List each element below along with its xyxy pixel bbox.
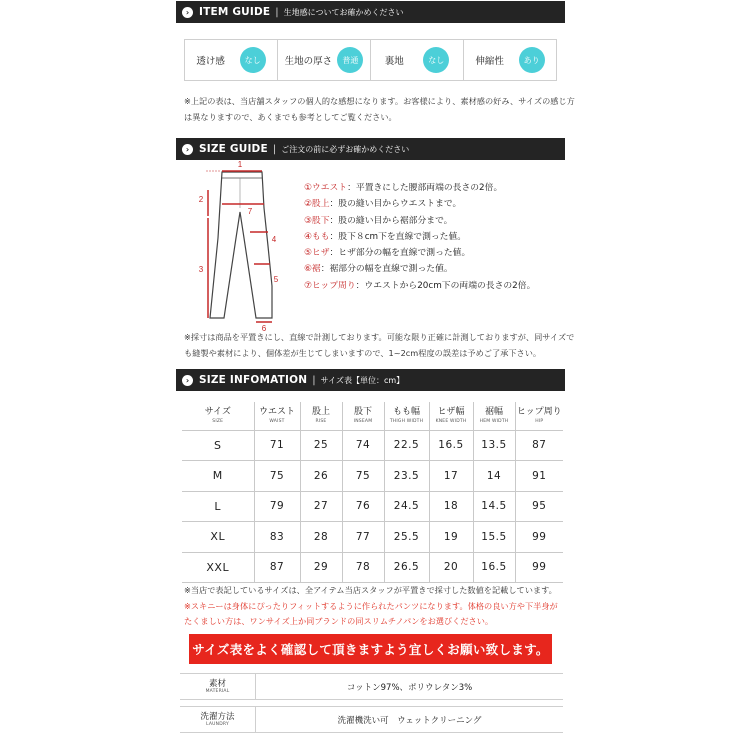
size-guide-header: › SIZE GUIDE | ご注文の前に必ずお確かめください <box>176 138 565 160</box>
legend-item: ①ウエスト：平置きにした腰部両端の長さの2倍。 <box>304 183 503 193</box>
diagram-label-4: 4 <box>271 235 277 244</box>
col-header-rise: 股上 RISE <box>300 402 342 430</box>
legend-item: ②股上：股の縫い目からウエストまで。 <box>304 199 462 210</box>
confirm-size-banner: サイズ表をよく確認して頂きますよう宜しくお願い致します。 <box>189 634 552 664</box>
guide-cell-thickness: 生地の厚さ 普通 <box>278 40 371 80</box>
laundry-value: 洗濯機洗い可 ウェットクリーニング <box>337 715 482 726</box>
col-header-thigh: もも幅 THIGH WIDTH <box>384 402 429 430</box>
table-row: M 75 26 75 23.5 17 14 91 <box>182 461 563 492</box>
col-header-knee: ヒザ幅 KNEE WIDTH <box>429 402 473 430</box>
table-row: S 71 25 74 22.5 16.5 13.5 87 <box>182 430 563 461</box>
material-row <box>180 673 563 700</box>
laundry-label: 洗濯方法 LAUNDRY <box>180 707 256 732</box>
legend-item: ④もも：股下８cm下を直線で測った値。 <box>304 231 467 242</box>
chevron-right-icon: › <box>182 7 193 18</box>
item-guide-note: ※上記の表は、当店舗スタッフの個人的な感想になります。お客様により、素材感の好み、サイズの感じ方 は異なりますので、あくまでも参考としてご覧ください。 <box>184 96 575 122</box>
size-info-header: › SIZE INFOMATION | サイズ表【単位：cm】 <box>176 369 565 391</box>
material-label: 素材 MATERIAL <box>180 674 256 699</box>
guide-value-badge: なし <box>240 47 266 73</box>
item-guide-title: ITEM GUIDE <box>199 6 271 18</box>
table-row: XL 83 28 77 25.5 19 15.5 99 <box>182 522 563 553</box>
skinny-warning-line-2: たくましい方は、ワンサイズ上か同ブランドの同スリムチノパンをお選びください。 <box>184 616 494 626</box>
guide-cell-lining: 裏地 なし <box>371 40 464 80</box>
size-table <box>182 402 563 583</box>
guide-cell-stretch: 伸縮性 あり <box>464 40 556 80</box>
chevron-right-icon: › <box>182 144 193 155</box>
diagram-label-2: 2 <box>198 195 204 204</box>
item-guide-header: › ITEM GUIDE | 生地感についてお確かめください <box>176 1 565 23</box>
chevron-right-icon: › <box>182 375 193 386</box>
size-guide-subtitle: ご注文の前に必ずお確かめください <box>281 144 410 154</box>
diagram-label-5: 5 <box>273 275 279 284</box>
guide-value-badge: 普通 <box>337 47 363 73</box>
pants-measurement-diagram <box>184 160 296 333</box>
material-value: コットン97%、ポリウレタン3% <box>346 682 473 693</box>
col-header-inseam: 股下 INSEAM <box>342 402 384 430</box>
skinny-warning-line-1: ※スキニーは身体にぴったりフィットするように作られたパンツになります。体格の良い方や下半身が <box>184 600 558 611</box>
legend-item: ⑤ヒザ：ヒザ部分の幅を直線で測った値。 <box>304 248 471 259</box>
diagram-label-1: 1 <box>237 160 243 169</box>
guide-cell-transparency: 透け感 なし <box>185 40 278 80</box>
legend-item: ⑦ヒップ周り：ウエストから20cm下の両端の長さの2倍。 <box>304 280 536 291</box>
guide-value-badge: あり <box>519 47 545 73</box>
legend-item: ⑥裾：裾部分の幅を直線で測った値。 <box>304 264 453 275</box>
guide-value-badge: なし <box>423 47 449 73</box>
diagram-label-7: 7 <box>247 207 253 216</box>
pants-outline <box>210 172 272 318</box>
size-info-title: SIZE INFOMATION <box>199 374 308 386</box>
table-row: L 79 27 76 24.5 18 14.5 95 <box>182 491 563 522</box>
table-row: XXL 87 29 78 26.5 20 16.5 99 <box>182 552 563 583</box>
size-guide-note: ※採寸は商品を平置きにし、直線で計測しております。可能な限り正確に計測しておりますが、同サイズで も縫製や素材により、個体差が生じてしまいますので、1~2cm程度の誤差は予めご了承下さい。 <box>184 332 575 358</box>
col-header-waist: ウエスト WAIST <box>254 402 300 430</box>
col-header-hip: ヒップ周り HIP <box>515 402 563 430</box>
legend-item: ③股下：股の縫い目から裾部分まで。 <box>304 215 453 226</box>
size-guide-title: SIZE GUIDE <box>199 143 268 155</box>
diagram-label-6: 6 <box>261 324 267 333</box>
size-table-note: ※当店で表記しているサイズは、全アイテム当店スタッフが平置きで採寸した数値を記載しています。 ※スキニーは身体にぴったりフィットするように作られたパンツになります。体格の良い方や下半身が たくましい方は、ワンサイズ上か同ブランドの同スリムチノパンをお選びください。 <box>184 583 558 630</box>
diagram-label-3: 3 <box>198 265 204 274</box>
laundry-row <box>180 706 563 733</box>
col-header-size: サイズ SIZE <box>182 402 254 430</box>
fabric-feel-guide <box>184 39 557 81</box>
item-guide-subtitle: 生地感についてお確かめください <box>283 7 404 17</box>
size-table-header <box>182 402 563 430</box>
col-header-hem: 裾幅 HEM WIDTH <box>473 402 515 430</box>
size-info-subtitle: サイズ表【単位：cm】 <box>320 375 405 385</box>
measurement-legend <box>304 180 535 294</box>
